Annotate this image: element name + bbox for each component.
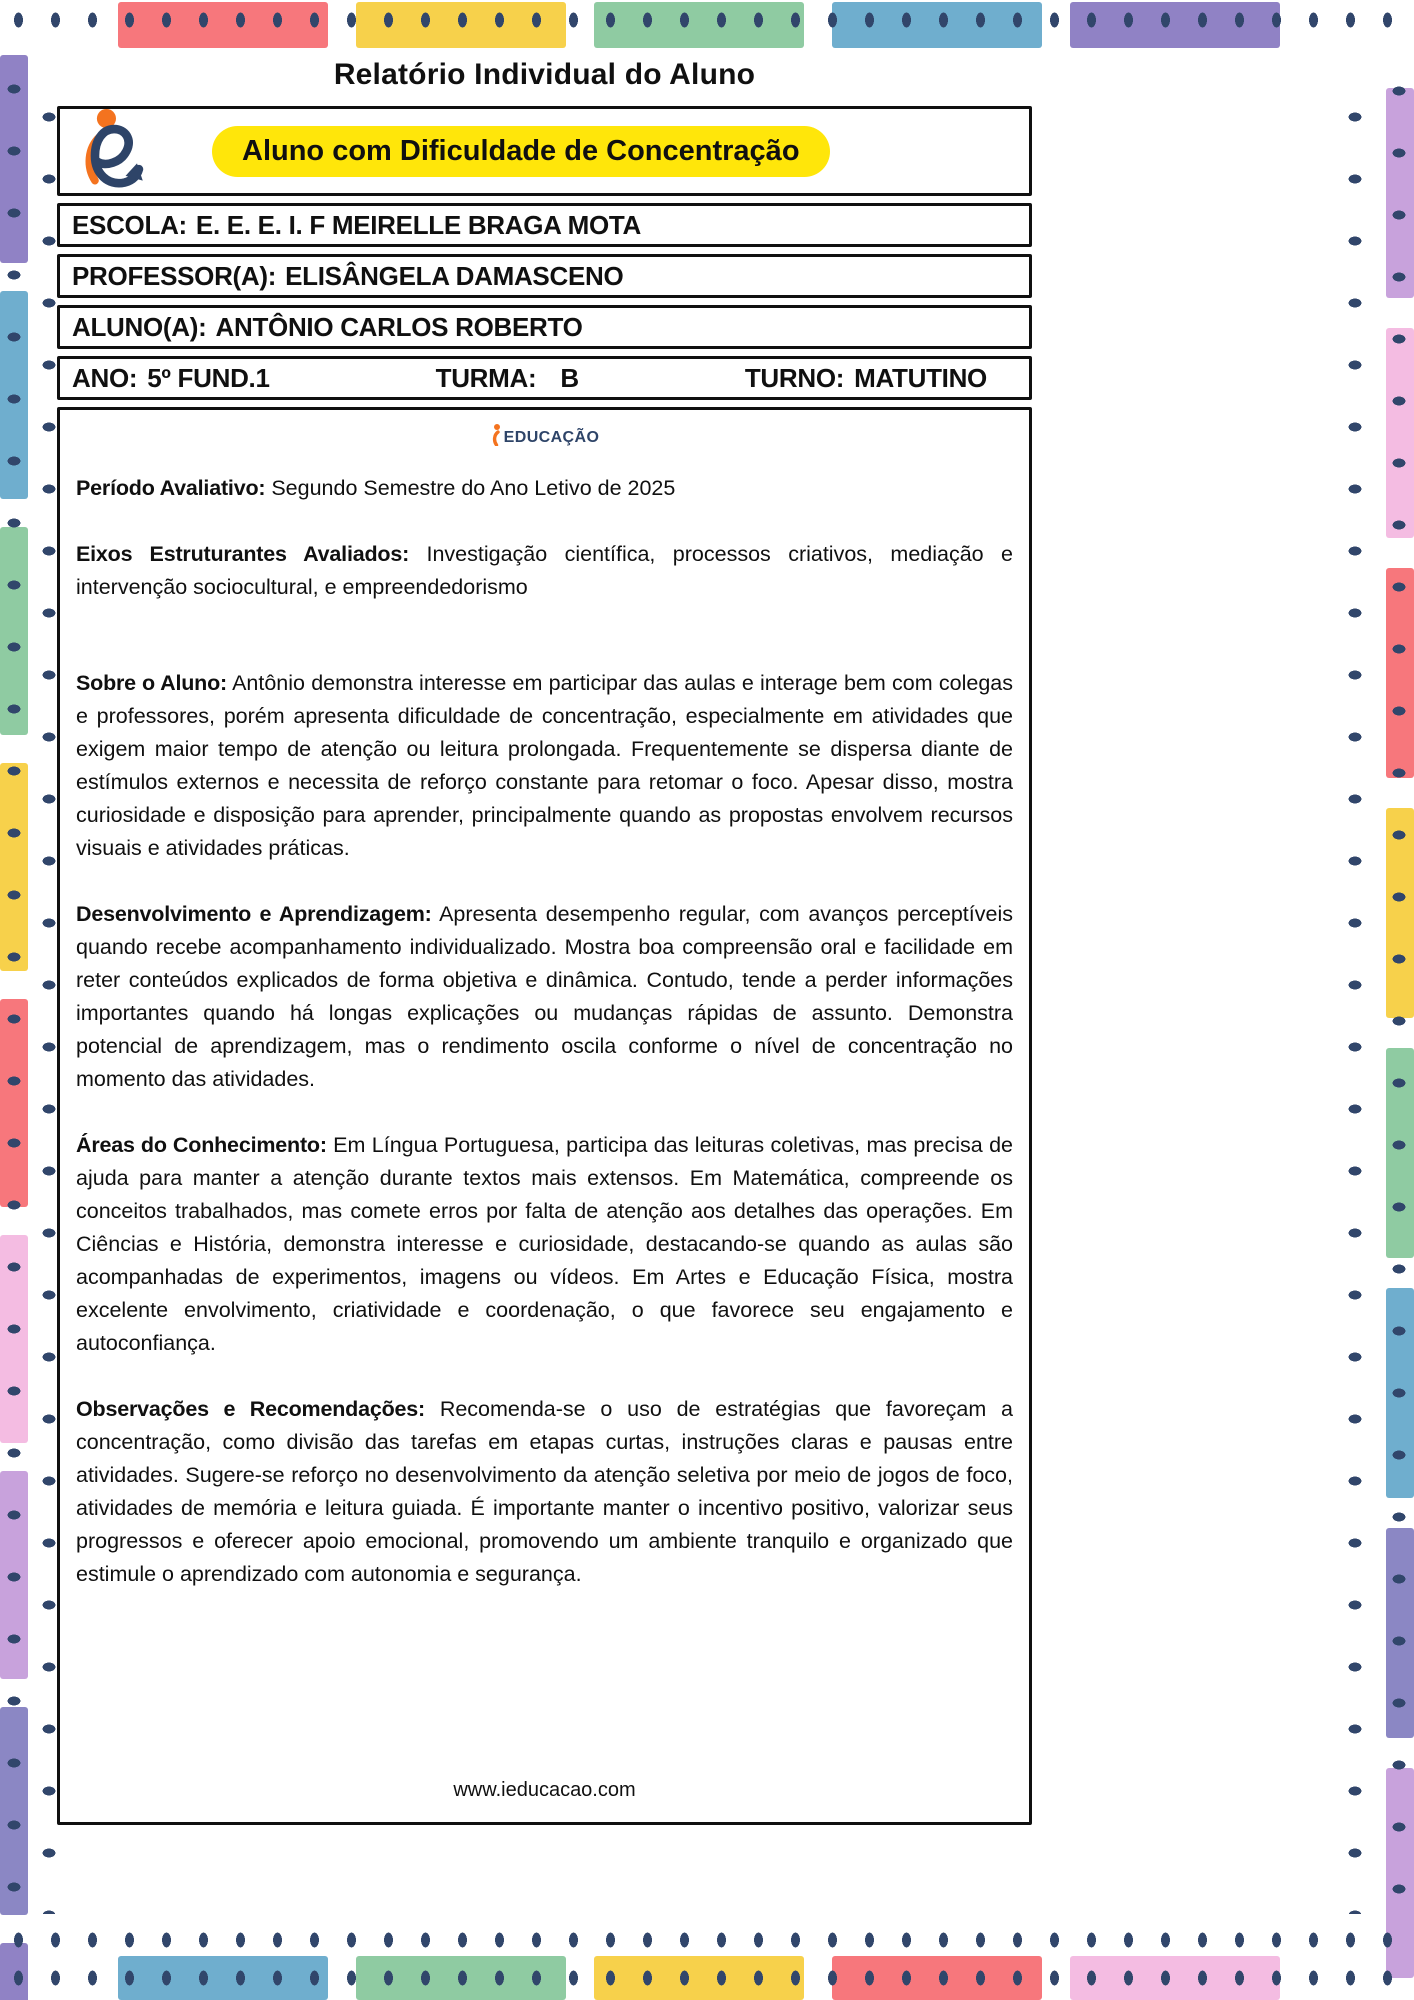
school-row — [57, 203, 1032, 247]
school-value: E. E. E. I. F MEIRELLE BRAGA MOTA — [195, 209, 642, 240]
ieducacao-mark-icon — [490, 424, 502, 446]
section-desenvolvimento-label: Desenvolvimento e Aprendizagem: — [76, 902, 432, 926]
class-cell — [436, 363, 579, 394]
section-desenvolvimento — [76, 898, 1013, 1096]
shift-value: MATUTINO — [854, 362, 987, 393]
border-dots-bottom-2 — [0, 1958, 1414, 1998]
section-observacoes-text: Recomenda-se o uso de estratégias que favoreçam a concentração, como divisão das tarefas em etapas curtas, instruções claras e pausas entre atividades. Sugere-se reforço no desenvolvimento da atenção seletiva por meio de jogos de foco, atividades de memória e leitura guiada. É importante manter o incentivo positivo, valorizar seus progressos e oferecer apoio emocional, promovendo um ambiente tranquilo e organizado que estimule o aprendizado com autonomia e segurança. — [76, 1397, 1013, 1586]
section-areas-conhecimento — [76, 1129, 1013, 1360]
page-title: Relatório Individual do Aluno — [333, 58, 756, 91]
ieducacao-logo-icon — [72, 108, 160, 194]
year-class-shift-row — [57, 356, 1032, 400]
school-label: ESCOLA: — [72, 209, 187, 240]
section-sobre-o-aluno-label: Sobre o Aluno: — [76, 671, 228, 695]
section-periodo-avaliativo-label: Período Avaliativo: — [76, 476, 266, 500]
teacher-value: ELISÂNGELA DAMASCENO — [285, 260, 624, 291]
class-label: TURMA: — [435, 362, 537, 393]
section-sobre-o-aluno — [76, 667, 1013, 865]
border-dots-top-2 — [0, 0, 1414, 40]
section-eixos-estruturantes-text: Investigação científica, processos criativos, mediação e intervenção sociocultural, e empreendedorismo — [76, 542, 1013, 599]
section-eixos-estruturantes-label: Eixos Estruturantes Avaliados: — [76, 542, 410, 566]
section-observacoes — [76, 1393, 1013, 1591]
report-type-label: Aluno com Dificuldade de Concentração — [242, 134, 800, 167]
section-areas-conhecimento-label: Áreas do Conhecimento: — [76, 1133, 327, 1157]
section-observacoes-label: Observações e Recomendações: — [76, 1397, 426, 1421]
section-areas-conhecimento-text: Em Língua Portuguesa, participa das leituras coletivas, mas precisa de ajuda para manter a atenção durante textos mais extensos. Em Matemática, compreende os conceitos trabalhados, mas comete erros por falta de atenção aos detalhes das operações. Em Ciências e História, demonstra interesse e curiosidade, destacando-se quando as aulas são acompanhadas de experimentos, imagens ou vídeos. Em Artes e Educação Física, mostra excelente envolvimento, criatividade e coordenação, o que favorece seu engajamento e autoconfiança. — [76, 1133, 1013, 1355]
shift-cell — [745, 363, 987, 394]
year-cell — [72, 363, 270, 394]
report-content — [57, 58, 1032, 1832]
year-label: ANO: — [72, 362, 138, 393]
student-label: ALUNO(A): — [72, 311, 207, 342]
border-dots-right-2 — [1386, 60, 1412, 1916]
report-body — [57, 407, 1032, 1825]
teacher-label: PROFESSOR(A): — [72, 260, 277, 291]
teacher-row — [57, 254, 1032, 298]
section-desenvolvimento-text: Apresenta desempenho regular, com avanços perceptíveis quando recebe acompanhamento individualizado. Mostra boa compreensão oral e facilidade em reter conteúdos explicados de forma objetiva e dinâmica. Contudo, tende a perder informações importantes quando há longas explicações ou mudanças rápidas de assunto. Demonstra potencial de aprendizagem, mas o rendimento oscila conforme o nível de concentração no momento das atividades. — [76, 902, 1013, 1091]
report-header — [57, 106, 1032, 196]
student-value: ANTÔNIO CARLOS ROBERTO — [215, 311, 583, 342]
border-dots-right-1 — [1342, 86, 1368, 1914]
student-row — [57, 305, 1032, 349]
border-dots-left-1 — [1, 58, 27, 1916]
border-dots-bottom-1 — [0, 1920, 1414, 1960]
year-value: 5º FUND.1 — [147, 362, 270, 393]
class-value: B — [560, 362, 579, 393]
section-sobre-o-aluno-text: Antônio demonstra interesse em participar das aulas e interage bem com colegas e professores, porém apresenta dificuldade de concentração, especialmente em atividades que exigem maior tempo de atenção ou leitura prolongada. Frequentemente se dispersa diante de estímulos externos e necessita de reforço constante para retomar o foco. Apesar disso, mostra curiosidade e disposição para aprender, principalmente quando as propostas envolvem recursos visuais e atividades práticas. — [76, 671, 1013, 860]
report-type-badge — [212, 126, 830, 177]
ieducacao-wordmark — [76, 424, 1013, 446]
section-periodo-avaliativo — [76, 472, 1013, 505]
ieducacao-wordmark-text: EDUCAÇÃO — [503, 429, 600, 446]
section-periodo-avaliativo-text: Segundo Semestre do Ano Letivo de 2025 — [265, 476, 676, 500]
section-eixos-estruturantes — [76, 538, 1013, 604]
website-url: www.ieducacao.com — [453, 1779, 636, 1801]
shift-label: TURNO: — [744, 362, 845, 393]
